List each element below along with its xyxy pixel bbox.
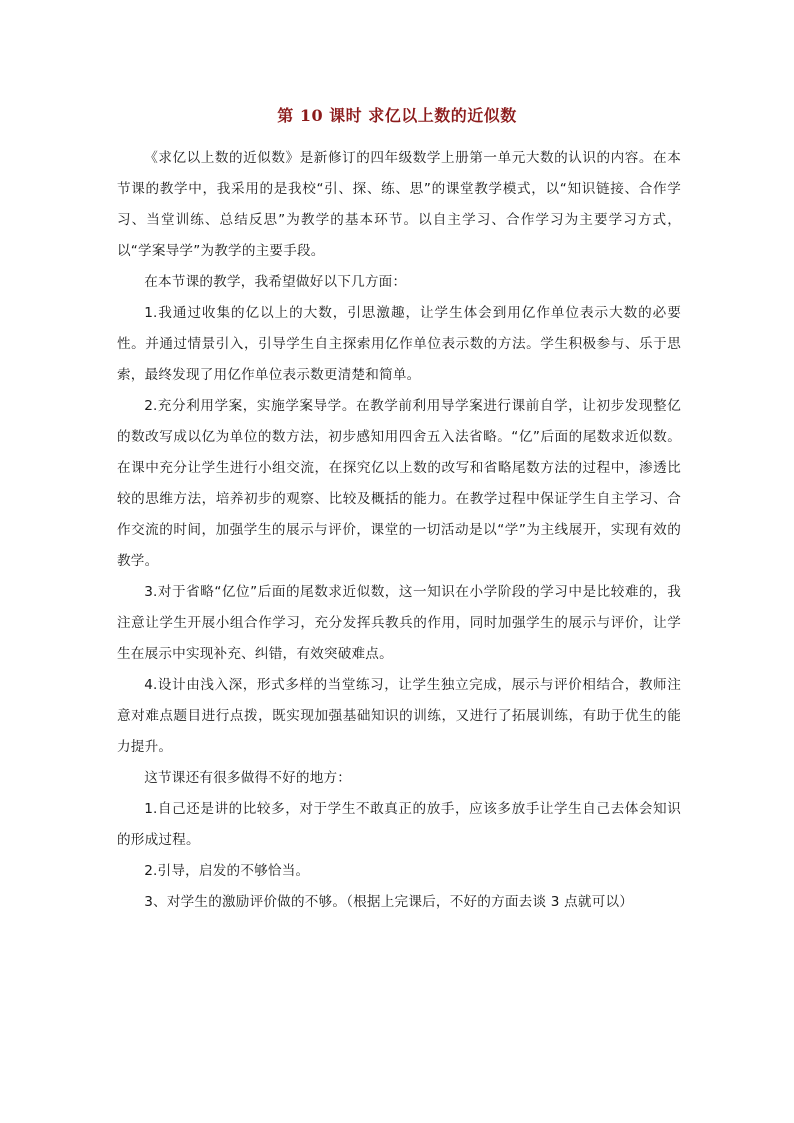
paragraph-shortcoming-2: 2.引导，启发的不够恰当。 [144,863,310,879]
paragraph-goals-heading: 在本节课的教学，我希望做好以下几方面： [144,274,407,290]
paragraph-goal-2: 2.充分利用学案，实施学案导学。在教学前利用导学案进行课前自学，让初步发现整亿的数改写成以亿为单位的数方法，初步感知用四舍五入法省略。“亿”后面的尾数求近似数。在课中充分让学生进行小组交流，在探究亿以上数的改写和省略尾数方法的过程中，渗透比较的思维方法，培养初步的观察、比较及概括的能力。在教学过程中保证学生自主学习、合作交流的时间，加强学生的展示与评价，课堂的一切活动是以“学”为主线展开，实现有效的教学。 [117,398,681,569]
paragraph-intro: 《求亿以上数的近似数》是新修订的四年级数学上册第一单元大数的认识的内容。在本节课的教学中，我采用的是我校“引、探、练、思”的课堂教学模式，以“知识链接、合作学习、当堂训练、总结反思”为教学的基本环节。以自主学习、合作学习为主要学习方式，以“学案导学”为教学的主要手段。 [117,150,681,259]
paragraph-shortcoming-3: 3、对学生的激励评价做的不够。（根据上完课后，不好的方面去谈 3 点就可以） [144,894,634,910]
paragraph-goal-4: 4.设计由浅入深，形式多样的当堂练习，让学生独立完成，展示与评价相结合，教师注意对难点题目进行点拨，既实现加强基础知识的训练，又进行了拓展训练，有助于优生的能力提升。 [117,677,681,755]
document-body [117,143,681,918]
paragraph-shortcoming-1: 1.自己还是讲的比较多，对于学生不敢真正的放手，应该多放手让学生自己去体会知识的形成过程。 [117,801,681,848]
paragraph-shortcomings-heading: 这节课还有很多做得不好的地方： [144,770,352,786]
page-title: 第 10 课时 求亿以上数的近似数 [277,106,517,125]
paragraph-goal-1: 1.我通过收集的亿以上的大数，引思激趣，让学生体会到用亿作单位表示大数的必要性。并通过情景引入，引导学生自主探索用亿作单位表示数的方法。学生积极参与、乐于思索，最终发现了用亿作单位表示数更清楚和简单。 [117,305,681,383]
paragraph-goal-3: 3.对于省略“亿位”后面的尾数求近似数，这一知识在小学阶段的学习中是比较难的，我注意让学生开展小组合作学习，充分发挥兵教兵的作用，同时加强学生的展示与评价，让学生在展示中实现补充、纠错，有效突破难点。 [117,584,681,662]
